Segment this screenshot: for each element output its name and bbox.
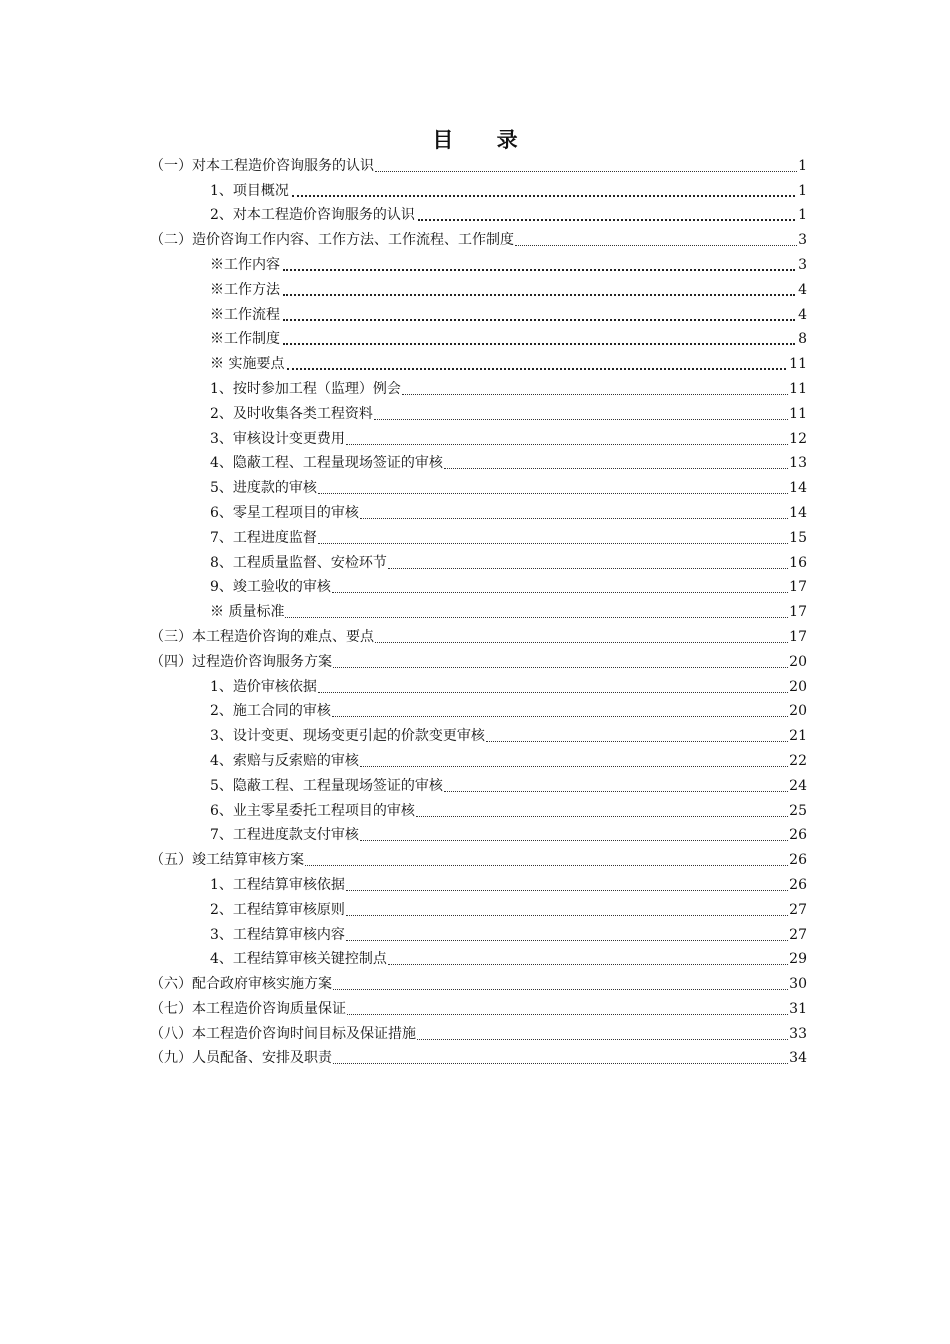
toc-page-number: 8: [798, 331, 807, 348]
toc-entry-label: 8、工程质量监督、安检环节: [210, 554, 387, 571]
toc-entry[interactable]: [150, 696, 807, 721]
toc-entry[interactable]: [150, 795, 807, 820]
toc-dot-leader: [416, 806, 788, 817]
toc-entry-label: ※ 质量标准: [210, 604, 285, 621]
toc-entry[interactable]: [150, 150, 807, 175]
toc-dot-leader: [346, 905, 788, 916]
toc-entry[interactable]: [150, 944, 807, 969]
toc-dot-leader: [318, 483, 788, 494]
toc-dot-leader: [374, 409, 788, 420]
toc-dot-leader: [360, 830, 788, 841]
toc-page-number: 27: [789, 901, 807, 918]
toc-page-number: 11: [789, 380, 807, 397]
toc-entry[interactable]: [150, 249, 807, 274]
toc-entry[interactable]: [150, 299, 807, 324]
toc-entry[interactable]: [150, 274, 807, 299]
toc-dot-leader: [333, 657, 788, 668]
toc-entry[interactable]: [150, 770, 807, 795]
toc-page-number: 34: [789, 1050, 807, 1067]
toc-entry-label: 7、工程进度款支付审核: [210, 827, 359, 844]
toc-dot-leader: [375, 632, 788, 643]
toc-page-number: 29: [789, 951, 807, 968]
toc-dot-leader: [283, 333, 795, 345]
toc-entry[interactable]: [150, 646, 807, 671]
toc-page-number: 14: [789, 480, 807, 497]
toc-page-number: 11: [789, 356, 807, 373]
toc-page-number: 25: [789, 802, 807, 819]
toc-entry[interactable]: [150, 547, 807, 572]
toc-page-number: 17: [789, 628, 807, 645]
toc-entry[interactable]: [150, 497, 807, 522]
toc-entry-label: （八）本工程造价咨询时间目标及保证措施: [150, 1025, 416, 1042]
toc-dot-leader: [375, 161, 797, 172]
toc-entry-label: （五）竣工结算审核方案: [150, 852, 304, 869]
toc-entry-label: （七）本工程造价咨询质量保证: [150, 1000, 346, 1017]
toc-entry-label: 4、索赔与反索赔的审核: [210, 752, 359, 769]
toc-entry-label: ※工作方法: [210, 281, 280, 298]
toc-page-number: 17: [789, 604, 807, 621]
toc-page-number: 26: [789, 827, 807, 844]
toc-page-number: 3: [798, 232, 807, 249]
toc-page-number: 20: [789, 678, 807, 695]
toc-entry-label: 1、工程结算审核依据: [210, 876, 345, 893]
toc-page-number: 33: [789, 1025, 807, 1042]
toc-entry-label: 3、审核设计变更费用: [210, 430, 345, 447]
toc-page-number: 27: [789, 926, 807, 943]
toc-page-number: 1: [798, 207, 807, 224]
toc-entry-label: 6、零星工程项目的审核: [210, 504, 359, 521]
toc-entry[interactable]: [150, 720, 807, 745]
toc-entry[interactable]: [150, 423, 807, 448]
toc-page-number: 1: [798, 182, 807, 199]
table-of-contents: [150, 150, 807, 1067]
toc-dot-leader: [486, 731, 788, 742]
toc-entry-label: 1、按时参加工程（监理）例会: [210, 380, 401, 397]
toc-entry-label: 2、对本工程造价咨询服务的认识: [210, 207, 415, 224]
toc-entry-label: （三）本工程造价咨询的难点、要点: [150, 628, 374, 645]
toc-dot-leader: [292, 185, 795, 197]
toc-dot-leader: [332, 582, 788, 593]
toc-entry[interactable]: [150, 224, 807, 249]
toc-entry[interactable]: [150, 522, 807, 547]
toc-page-number: 12: [789, 430, 807, 447]
toc-page-number: 17: [789, 579, 807, 596]
toc-dot-leader: [388, 954, 788, 965]
toc-entry-label: ※ 实施要点: [210, 356, 285, 373]
toc-page-number: 31: [789, 1000, 807, 1017]
toc-entry-label: （六）配合政府审核实施方案: [150, 976, 332, 993]
toc-dot-leader: [360, 508, 788, 519]
toc-entry[interactable]: [150, 1018, 807, 1043]
toc-entry-label: 4、工程结算审核关键控制点: [210, 951, 387, 968]
toc-entry-label: （二）造价咨询工作内容、工作方法、工作流程、工作制度: [150, 232, 514, 249]
toc-page-number: 13: [789, 455, 807, 472]
toc-entry-label: （九）人员配备、安排及职责: [150, 1050, 332, 1067]
toc-dot-leader: [283, 284, 795, 296]
toc-entry[interactable]: [150, 621, 807, 646]
toc-entry[interactable]: [150, 968, 807, 993]
toc-dot-leader: [417, 1029, 788, 1040]
toc-dot-leader: [346, 930, 788, 941]
toc-page-number: 4: [798, 306, 807, 323]
toc-dot-leader: [333, 979, 788, 990]
toc-entry-label: 6、业主零星委托工程项目的审核: [210, 802, 415, 819]
toc-entry-label: ※工作制度: [210, 331, 280, 348]
toc-entry[interactable]: [150, 993, 807, 1018]
toc-entry-label: 2、及时收集各类工程资料: [210, 405, 373, 422]
toc-entry-label: 1、项目概况: [210, 182, 289, 199]
toc-entry[interactable]: [150, 324, 807, 349]
toc-entry[interactable]: [150, 348, 807, 373]
toc-dot-leader: [283, 259, 795, 271]
toc-title: 目 录: [432, 127, 536, 152]
toc-page-number: 11: [789, 405, 807, 422]
toc-dot-leader: [305, 855, 788, 866]
toc-entry[interactable]: [150, 175, 807, 200]
toc-dot-leader: [287, 358, 786, 370]
toc-dot-leader: [283, 309, 795, 321]
toc-dot-leader: [332, 706, 788, 717]
toc-page-number: 15: [789, 529, 807, 546]
toc-entry[interactable]: [150, 671, 807, 696]
toc-entry-label: 1、造价审核依据: [210, 678, 317, 695]
toc-entry-label: 5、进度款的审核: [210, 480, 317, 497]
toc-page-number: 3: [798, 256, 807, 273]
toc-entry-label: ※工作内容: [210, 256, 280, 273]
toc-dot-leader: [444, 458, 788, 469]
toc-page-number: 1: [798, 157, 807, 174]
toc-dot-leader: [333, 1053, 788, 1064]
toc-entry-label: 3、工程结算审核内容: [210, 926, 345, 943]
toc-page-number: 22: [789, 752, 807, 769]
toc-entry[interactable]: [150, 894, 807, 919]
toc-dot-leader: [418, 209, 795, 221]
toc-page-number: 20: [789, 653, 807, 670]
toc-dot-leader: [444, 781, 788, 792]
toc-page-number: 20: [789, 703, 807, 720]
toc-entry[interactable]: [150, 373, 807, 398]
toc-entry[interactable]: [150, 869, 807, 894]
toc-page-number: 4: [798, 281, 807, 298]
toc-page-number: 26: [789, 876, 807, 893]
toc-dot-leader: [388, 558, 788, 569]
toc-entry[interactable]: [150, 1043, 807, 1068]
toc-entry-label: ※工作流程: [210, 306, 280, 323]
toc-entry[interactable]: [150, 919, 807, 944]
toc-entry[interactable]: [150, 820, 807, 845]
toc-entry-label: 2、工程结算审核原则: [210, 901, 345, 918]
toc-entry[interactable]: [150, 448, 807, 473]
toc-entry[interactable]: [150, 572, 807, 597]
toc-dot-leader: [402, 384, 788, 395]
toc-entry[interactable]: [150, 472, 807, 497]
toc-dot-leader: [346, 434, 788, 445]
toc-entry[interactable]: [150, 398, 807, 423]
toc-entry-label: 5、隐蔽工程、工程量现场签证的审核: [210, 777, 443, 794]
toc-entry[interactable]: [150, 200, 807, 225]
toc-page-number: 30: [789, 976, 807, 993]
toc-dot-leader: [346, 880, 788, 891]
toc-entry-label: 3、设计变更、现场变更引起的价款变更审核: [210, 728, 485, 745]
toc-entry-label: 2、施工合同的审核: [210, 703, 331, 720]
toc-entry[interactable]: [150, 844, 807, 869]
toc-entry[interactable]: [150, 745, 807, 770]
toc-page-number: 14: [789, 504, 807, 521]
toc-page-number: 16: [789, 554, 807, 571]
toc-entry-label: 7、工程进度监督: [210, 529, 317, 546]
toc-entry-label: （四）过程造价咨询服务方案: [150, 653, 332, 670]
toc-dot-leader: [515, 235, 797, 246]
toc-page-number: 26: [789, 852, 807, 869]
toc-dot-leader: [318, 533, 788, 544]
toc-page-number: 24: [789, 777, 807, 794]
toc-page-number: 21: [789, 728, 807, 745]
toc-dot-leader: [360, 756, 788, 767]
toc-entry[interactable]: [150, 596, 807, 621]
toc-entry-label: 4、隐蔽工程、工程量现场签证的审核: [210, 455, 443, 472]
toc-entry-label: （一）对本工程造价咨询服务的认识: [150, 157, 374, 174]
toc-dot-leader: [347, 1004, 788, 1015]
toc-dot-leader: [285, 607, 788, 618]
toc-dot-leader: [318, 682, 788, 693]
toc-entry-label: 9、竣工验收的审核: [210, 579, 331, 596]
